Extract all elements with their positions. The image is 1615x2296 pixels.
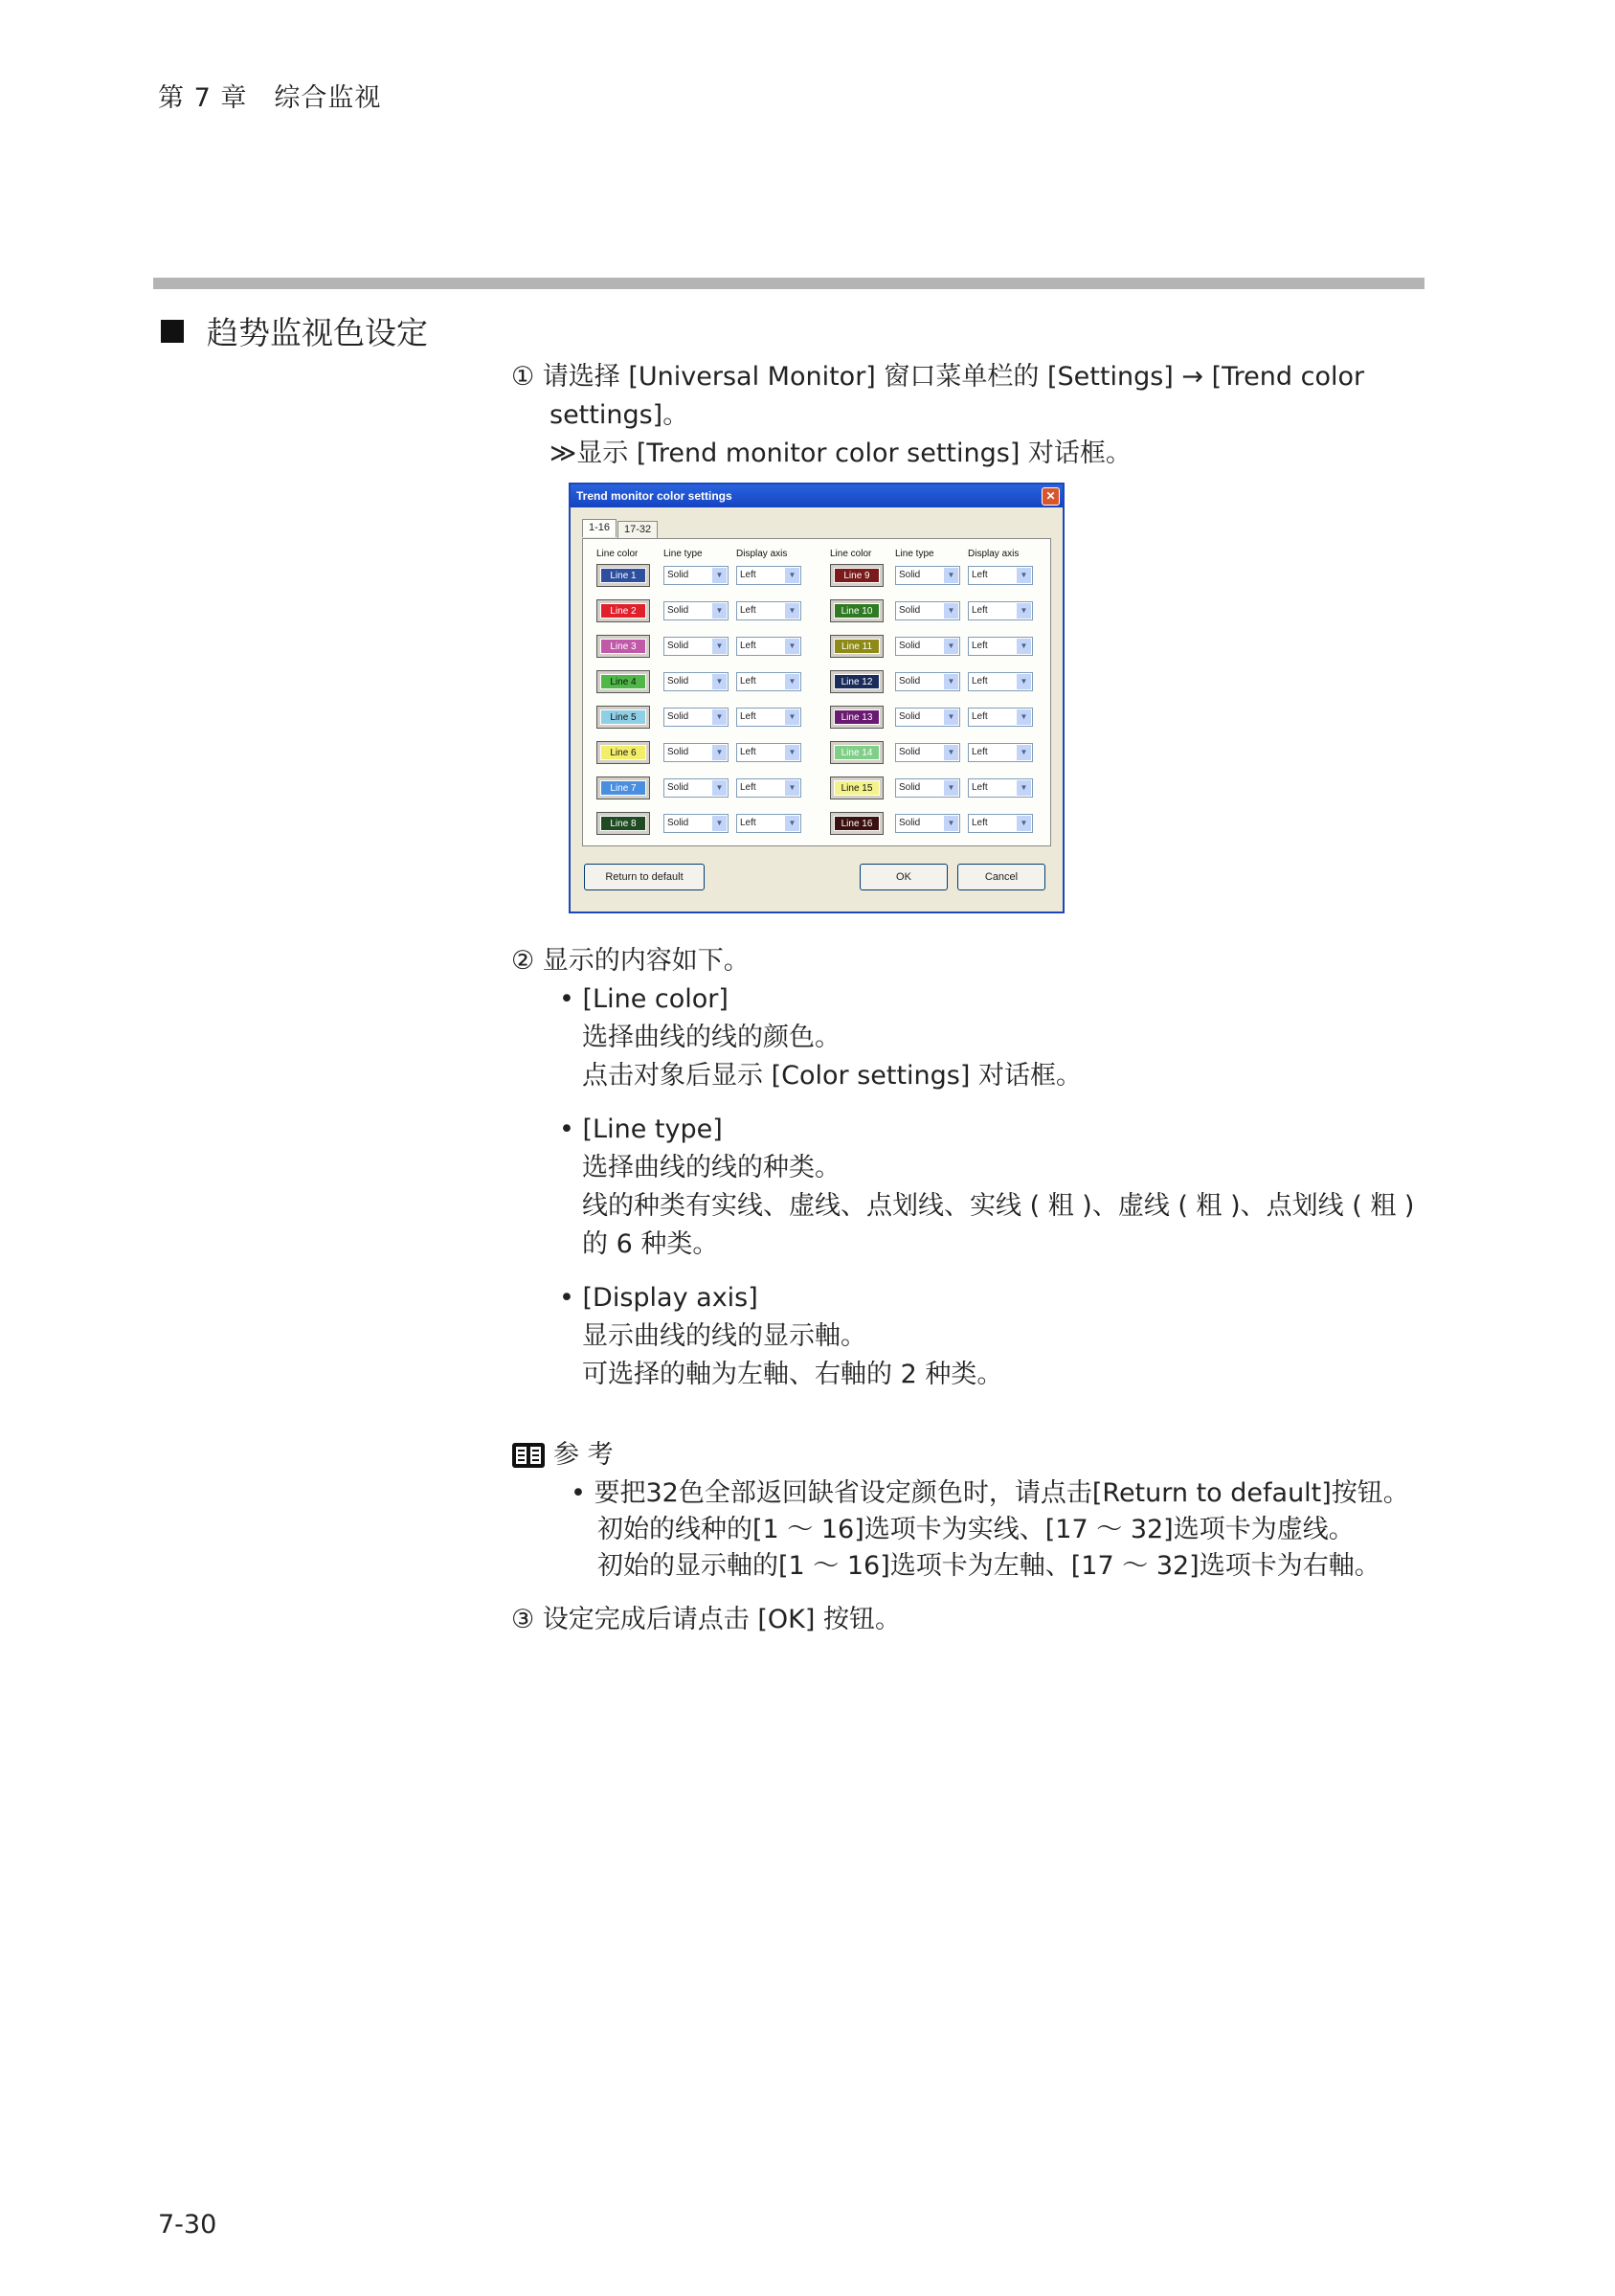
line-type-select-value: Solid <box>899 747 921 757</box>
chevron-down-icon[interactable]: ▼ <box>1017 603 1031 619</box>
line-14-line-type-select[interactable] <box>895 743 960 762</box>
item-line-type-desc-3: 的 6 种类。 <box>582 1229 719 1259</box>
display-axis-select-value: Left <box>972 570 988 580</box>
chevron-down-icon[interactable]: ▼ <box>785 603 799 619</box>
line-type-select-value: Solid <box>667 605 689 616</box>
line-10-line-type-select[interactable] <box>895 601 960 620</box>
tab-strip <box>582 521 659 539</box>
col-display-axis-2: Display axis <box>968 549 1020 559</box>
line-16-label: Line 16 <box>834 816 880 831</box>
item-line-type-desc-2: 线的种类有实线、虚线、点划线、实线 ( 粗 )、虚线 ( 粗 )、点划线 ( 粗 ) <box>582 1191 1415 1221</box>
line-4-display-axis-select[interactable] <box>736 672 801 691</box>
line-6-label: Line 6 <box>600 745 646 760</box>
trend-color-dialog <box>569 483 1065 913</box>
display-axis-select-value: Left <box>972 818 988 828</box>
col-display-axis: Display axis <box>736 549 788 559</box>
chevron-down-icon[interactable]: ▼ <box>785 780 799 796</box>
dialog-titlebar <box>571 484 1063 507</box>
line-13-color-button[interactable] <box>830 706 884 729</box>
chevron-down-icon[interactable]: ▼ <box>1017 674 1031 689</box>
chevron-down-icon[interactable]: ▼ <box>944 780 958 796</box>
line-type-select-value: Solid <box>899 818 921 828</box>
line-16-color-button[interactable] <box>830 812 884 835</box>
page-number: 7-30 <box>158 2210 217 2240</box>
display-axis-select-value: Left <box>740 711 756 722</box>
chevron-down-icon[interactable]: ▼ <box>1017 639 1031 654</box>
line-1-label: Line 1 <box>600 568 646 583</box>
tab-panel <box>582 538 1051 846</box>
line-15-line-type-select[interactable] <box>895 778 960 798</box>
line-10-label: Line 10 <box>834 603 880 619</box>
line-7-display-axis-select[interactable] <box>736 778 801 798</box>
step-1-line-1: ① 请选择 [Universal Monitor] 窗口菜单栏的 [Settings] → [Trend color <box>511 362 1365 392</box>
col-line-color-2: Line color <box>830 549 872 559</box>
line-2-display-axis-select[interactable] <box>736 601 801 620</box>
square-bullet-icon <box>161 320 184 343</box>
line-15-display-axis-select[interactable] <box>968 778 1033 798</box>
chevron-down-icon[interactable]: ▼ <box>1017 780 1031 796</box>
reference-label: 参 考 <box>553 1440 614 1470</box>
step-1-result: ≫显示 [Trend monitor color settings] 对话框。 <box>550 439 1132 468</box>
chevron-down-icon[interactable]: ▼ <box>712 568 727 583</box>
reference-line-2: 初始的线种的[1 ～ 16]选项卡为实线、[17 ～ 32]选项卡为虚线。 <box>597 1515 1355 1544</box>
line-9-label: Line 9 <box>834 568 880 583</box>
chevron-down-icon[interactable]: ▼ <box>1017 709 1031 725</box>
line-10-display-axis-select[interactable] <box>968 601 1033 620</box>
item-line-color-head: • [Line color] <box>559 984 729 1014</box>
chevron-down-icon[interactable]: ▼ <box>712 709 727 725</box>
line-9-display-axis-select[interactable] <box>968 566 1033 585</box>
display-axis-select-value: Left <box>740 641 756 651</box>
line-12-line-type-select[interactable] <box>895 672 960 691</box>
tab-17-32[interactable]: 17-32 <box>617 521 658 539</box>
line-8-display-axis-select[interactable] <box>736 814 801 833</box>
line-type-select-value: Solid <box>667 711 689 722</box>
line-2-line-type-select[interactable] <box>663 601 729 620</box>
item-display-axis-desc-2: 可选择的軸为左軸、右軸的 2 种类。 <box>582 1360 1003 1389</box>
display-axis-select-value: Left <box>740 676 756 687</box>
display-axis-select-value: Left <box>972 676 988 687</box>
reference-line-3: 初始的显示軸的[1 ～ 16]选项卡为左軸、[17 ～ 32]选项卡为右軸。 <box>597 1551 1380 1581</box>
chevron-down-icon[interactable]: ▼ <box>1017 745 1031 760</box>
item-line-color-desc-1: 选择曲线的线的颜色。 <box>582 1023 841 1052</box>
display-axis-select-value: Left <box>972 747 988 757</box>
item-display-axis-desc-1: 显示曲线的线的显示軸。 <box>582 1321 866 1351</box>
tab-1-16[interactable]: 1-16 <box>582 519 617 537</box>
chevron-down-icon[interactable]: ▼ <box>712 816 727 831</box>
line-1-display-axis-select[interactable] <box>736 566 801 585</box>
line-type-select-value: Solid <box>667 747 689 757</box>
line-13-display-axis-select[interactable] <box>968 708 1033 727</box>
chevron-down-icon[interactable]: ▼ <box>944 674 958 689</box>
line-type-select-value: Solid <box>667 818 689 828</box>
line-type-select-value: Solid <box>899 782 921 793</box>
chevron-down-icon[interactable]: ▼ <box>944 603 958 619</box>
step-2: ② 显示的内容如下。 <box>511 946 750 976</box>
line-type-select-value: Solid <box>667 782 689 793</box>
display-axis-select-value: Left <box>740 747 756 757</box>
item-line-type-desc-1: 选择曲线的线的种类。 <box>582 1153 841 1182</box>
line-7-color-button[interactable] <box>596 777 650 799</box>
book-icon <box>511 1441 546 1470</box>
line-11-label: Line 11 <box>834 639 880 654</box>
line-16-line-type-select[interactable] <box>895 814 960 833</box>
line-8-label: Line 8 <box>600 816 646 831</box>
line-3-display-axis-select[interactable] <box>736 637 801 656</box>
chevron-down-icon[interactable]: ▼ <box>712 745 727 760</box>
chevron-down-icon[interactable]: ▼ <box>1017 816 1031 831</box>
step-1-line-2: settings]。 <box>550 400 689 430</box>
section-title: 趋势监视色设定 <box>207 314 428 351</box>
line-14-display-axis-select[interactable] <box>968 743 1033 762</box>
item-display-axis-head: • [Display axis] <box>559 1283 758 1313</box>
section-heading <box>161 308 428 353</box>
line-9-color-button[interactable] <box>830 564 884 587</box>
line-12-label: Line 12 <box>834 674 880 689</box>
col-line-color: Line color <box>596 549 639 559</box>
chevron-down-icon[interactable]: ▼ <box>785 639 799 654</box>
display-axis-select-value: Left <box>972 605 988 616</box>
line-3-label: Line 3 <box>600 639 646 654</box>
line-5-line-type-select[interactable] <box>663 708 729 727</box>
line-15-label: Line 15 <box>834 780 880 796</box>
chevron-down-icon[interactable]: ▼ <box>944 816 958 831</box>
line-11-line-type-select[interactable] <box>895 637 960 656</box>
chevron-down-icon[interactable]: ▼ <box>785 745 799 760</box>
line-8-color-button[interactable] <box>596 812 650 835</box>
chevron-down-icon[interactable]: ▼ <box>712 603 727 619</box>
display-axis-select-value: Left <box>972 711 988 722</box>
item-line-type-head: • [Line type] <box>559 1114 723 1144</box>
line-13-line-type-select[interactable] <box>895 708 960 727</box>
line-type-select-value: Solid <box>899 605 921 616</box>
line-9-line-type-select[interactable] <box>895 566 960 585</box>
chevron-down-icon[interactable]: ▼ <box>712 674 727 689</box>
line-11-display-axis-select[interactable] <box>968 637 1033 656</box>
ok-button[interactable]: OK <box>860 864 948 890</box>
line-type-select-value: Solid <box>667 641 689 651</box>
close-icon[interactable]: ✕ <box>1042 487 1060 506</box>
line-5-color-button[interactable] <box>596 706 650 729</box>
display-axis-select-value: Left <box>740 782 756 793</box>
line-type-select-value: Solid <box>899 676 921 687</box>
line-type-select-value: Solid <box>667 570 689 580</box>
chevron-down-icon[interactable]: ▼ <box>712 639 727 654</box>
line-10-color-button[interactable] <box>830 599 884 622</box>
line-7-label: Line 7 <box>600 780 646 796</box>
line-12-color-button[interactable] <box>830 670 884 693</box>
line-4-label: Line 4 <box>600 674 646 689</box>
dialog-title: Trend monitor color settings <box>576 489 732 503</box>
chevron-down-icon[interactable]: ▼ <box>944 568 958 583</box>
line-4-line-type-select[interactable] <box>663 672 729 691</box>
line-11-color-button[interactable] <box>830 635 884 658</box>
line-6-line-type-select[interactable] <box>663 743 729 762</box>
display-axis-select-value: Left <box>740 818 756 828</box>
line-16-display-axis-select[interactable] <box>968 814 1033 833</box>
line-3-line-type-select[interactable] <box>663 637 729 656</box>
return-to-default-button[interactable]: Return to default <box>584 864 705 890</box>
reference-heading <box>511 1436 614 1474</box>
line-6-color-button[interactable] <box>596 741 650 764</box>
line-6-display-axis-select[interactable] <box>736 743 801 762</box>
chevron-down-icon[interactable]: ▼ <box>944 639 958 654</box>
line-4-color-button[interactable] <box>596 670 650 693</box>
chevron-down-icon[interactable]: ▼ <box>785 568 799 583</box>
line-1-color-button[interactable] <box>596 564 650 587</box>
line-type-select-value: Solid <box>667 676 689 687</box>
line-5-label: Line 5 <box>600 709 646 725</box>
col-line-type: Line type <box>663 549 703 559</box>
line-type-select-value: Solid <box>899 570 921 580</box>
line-14-label: Line 14 <box>834 745 880 760</box>
chevron-down-icon[interactable]: ▼ <box>785 674 799 689</box>
display-axis-select-value: Left <box>740 605 756 616</box>
line-2-color-button[interactable] <box>596 599 650 622</box>
line-13-label: Line 13 <box>834 709 880 725</box>
line-12-display-axis-select[interactable] <box>968 672 1033 691</box>
display-axis-select-value: Left <box>972 782 988 793</box>
line-type-select-value: Solid <box>899 711 921 722</box>
chevron-down-icon[interactable]: ▼ <box>785 816 799 831</box>
line-type-select-value: Solid <box>899 641 921 651</box>
line-15-color-button[interactable] <box>830 777 884 799</box>
col-line-type-2: Line type <box>895 549 934 559</box>
line-3-color-button[interactable] <box>596 635 650 658</box>
chapter-header: 第 7 章 综合监视 <box>158 83 382 113</box>
item-line-color-desc-2: 点击对象后显示 [Color settings] 对话框。 <box>582 1061 1082 1091</box>
line-8-line-type-select[interactable] <box>663 814 729 833</box>
chevron-down-icon[interactable]: ▼ <box>944 709 958 725</box>
line-5-display-axis-select[interactable] <box>736 708 801 727</box>
line-1-line-type-select[interactable] <box>663 566 729 585</box>
display-axis-select-value: Left <box>740 570 756 580</box>
line-2-label: Line 2 <box>600 603 646 619</box>
chevron-down-icon[interactable]: ▼ <box>1017 568 1031 583</box>
cancel-button[interactable]: Cancel <box>957 864 1045 890</box>
line-7-line-type-select[interactable] <box>663 778 729 798</box>
reference-bullet-1: • 要把32色全部返回缺省设定颜色时，请点击[Return to default]按钮。 <box>571 1478 1409 1508</box>
line-14-color-button[interactable] <box>830 741 884 764</box>
section-divider <box>153 278 1424 289</box>
step-3: ③ 设定完成后请点击 [OK] 按钮。 <box>511 1605 901 1634</box>
chevron-down-icon[interactable]: ▼ <box>944 745 958 760</box>
display-axis-select-value: Left <box>972 641 988 651</box>
chevron-down-icon[interactable]: ▼ <box>785 709 799 725</box>
chevron-down-icon[interactable]: ▼ <box>712 780 727 796</box>
